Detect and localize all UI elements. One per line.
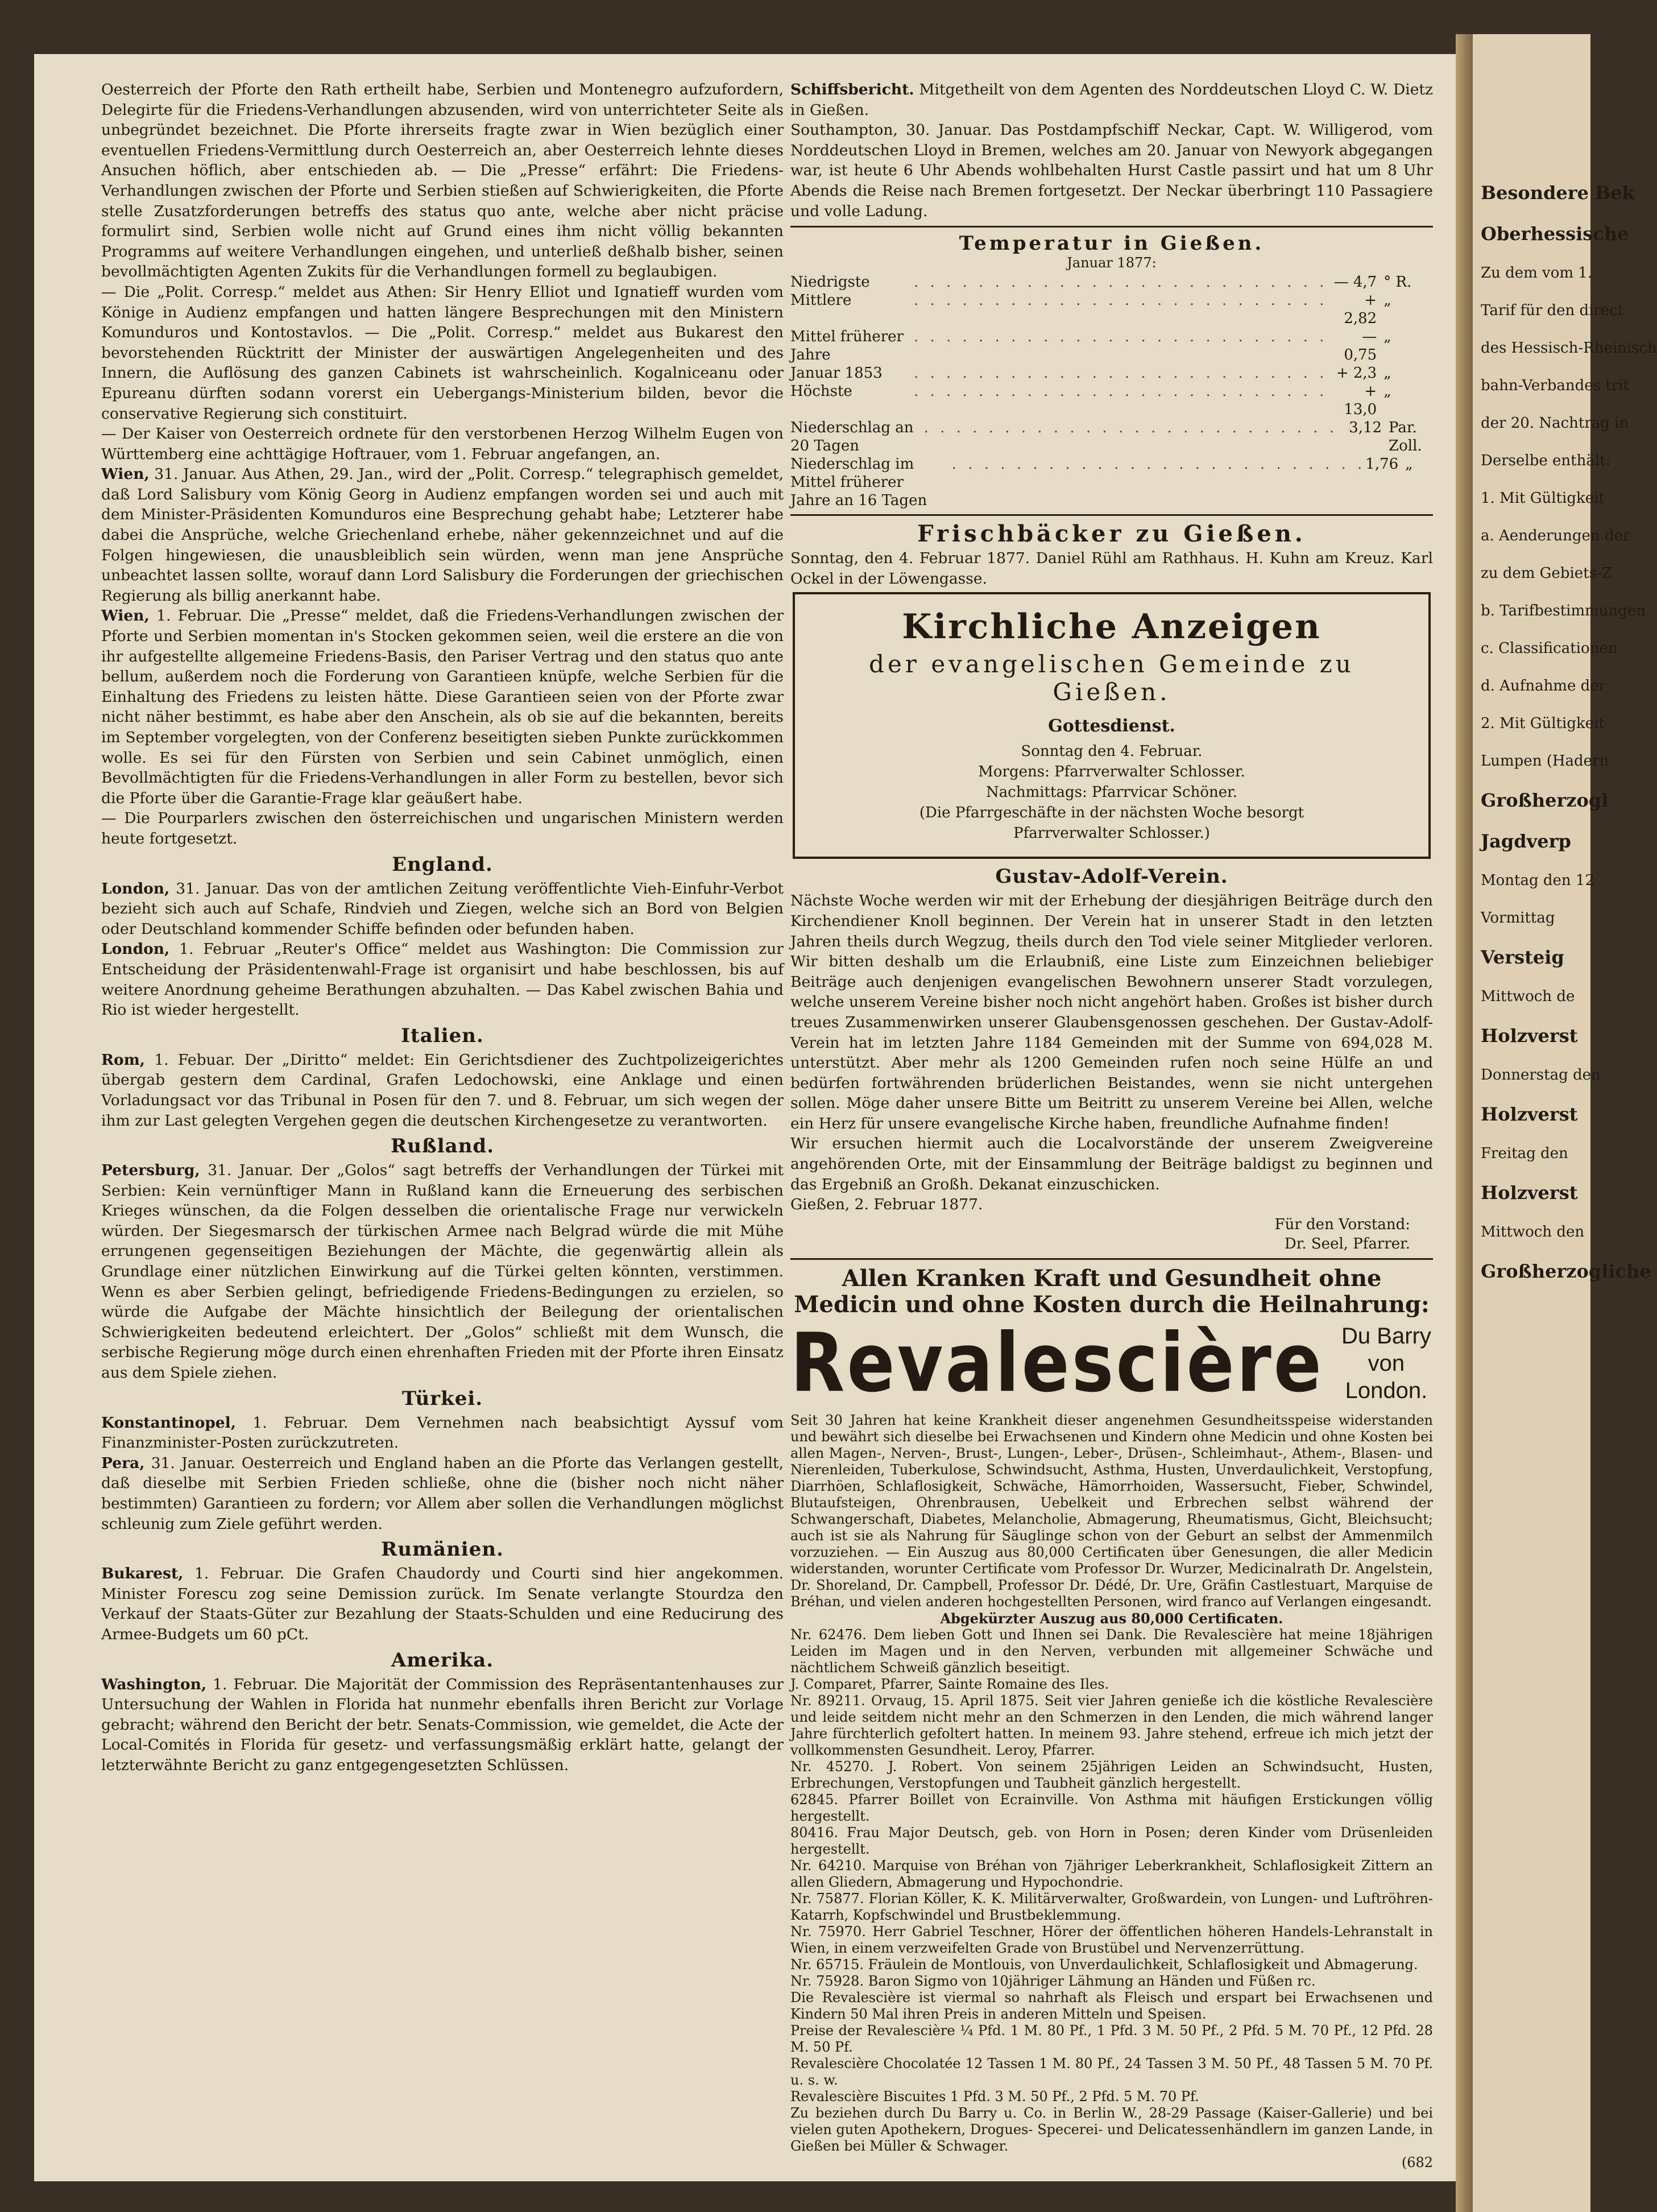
next-page-fragment: bahn-Verbandes trit <box>1481 377 1629 394</box>
revalesciere-number: (682 <box>1401 2154 1433 2170</box>
next-page-fragment: Freitag den <box>1481 1145 1568 1162</box>
next-page-fragment: Derselbe enthält: <box>1481 452 1611 469</box>
next-page-fragment: Mittwoch de <box>1481 988 1575 1005</box>
kirch-title: Kirchliche Anzeigen <box>902 607 1322 647</box>
next-page-fragment: c. Classificationen <box>1481 640 1618 657</box>
next-page-fragment: Zu dem vom 1. <box>1481 264 1593 282</box>
certificate-entry: Nr. 64210. Marquise von Bréhan von 7jähriger Leberkrankheit, Schlaflosigkeit Zittern an allen Gliedern, Abmagerung und Hypochondrie. <box>790 1857 1433 1890</box>
temperature-value: + 13,0 <box>1344 383 1377 419</box>
next-page-fragment: Großherzogl <box>1481 789 1609 811</box>
gustav-adolf-verein-title: Gustav-Adolf-Verein. <box>995 865 1228 888</box>
news-item-london-2: London, 1. Februar „Reuter's Office“ meldet aus Washington: Die Commission zur Entscheidung der Präsidentenwahl-Frage ist organisirt und habe beschlossen, bis auf weitere Anordnung geheime Berathungen abzuhalten. — Das Kabel zwischen Bahia und Rio ist wieder hergestellt. <box>101 940 784 1019</box>
divider <box>790 514 1433 516</box>
gustav-adolf-signature-1: Für den Vorstand: <box>1274 1215 1410 1233</box>
dot-leader: . . . . . . . . . . . . . . . . . . . . . . . . . . <box>913 383 1328 400</box>
section-heading-tuerkei: Türkei. <box>401 1387 483 1410</box>
kirch-note-2: Pfarrverwalter Schlosser.) <box>1013 825 1210 842</box>
temperature-unit: Par. Zoll. <box>1389 419 1422 455</box>
dot-leader: . . . . . . . . . . . . . . . . . . . . . . . . . . <box>913 365 1328 382</box>
section-heading-rumaenien: Rumänien. <box>381 1538 504 1561</box>
temperature-row <box>790 273 1433 291</box>
certificate-entry: Nr. 89211. Orvaug, 15. April 1875. Seit vier Jahren genieße ich die köstliche Revalescière und leide seitdem nicht mehr an den Schmerzen in den Lenden, die mich während langer Jahre fürchterlich gefoltert hatten. In meinem 93. Jahre stehend, erfreue ich mich jetzt der vollkommensten Gesundheit. Leroy, Pfarrer. <box>790 1692 1433 1758</box>
certificate-entry: Nr. 65715. Fräulein de Montlouis, von Unverdaulichkeit, Schlaflosigkeit und Abmagerung. <box>790 1956 1418 1973</box>
revalesciere-text: Seit 30 Jahren hat keine Krankheit dieser angenehmen Gesundheitsspeise widerstanden und bewährt sich dieselbe bei Erwachsenen und Kindern ohne Medicin und ohne Kosten bei allen Magen-, Nerven-, Brust-, Lungen-, Leber-, Drüsen-, Schleimhaut-, Athem-, Blasen- und Nierenleiden, Tuberkulose, Schwindsucht, Asthma, Husten, Unverdaulichkeit, Verstopfung, Diarrhöen, Schlaflosigkeit, Schwäche, Hämorrhoiden, Wassersucht, Fieber, Schwindel, Blutaufsteigen, Ohrenbrausen, Uebelkeit und Erbrechen selbst während der Schwangerschaft, Diabetes, Melancholie, Abmagerung, Rheumatismus, Gicht, Bleichsucht; auch ist sie als Nahrung für Säuglinge schon von der Geburt an selbst der Ammenmilch vorzuziehen. — Ein Auszug aus 80,000 Certificaten über Genesungen, die aller Medicin widerstanden, worunter Certificate vom Professor Dr. Wurzer, Medicinalrath Dr. Angelstein, Dr. Shoreland, Dr. Campbell, Professor Dr. Dédé, Dr. Ure, Gräfin Castlestuart, Marquise de Bréhan, und vielen anderen hochgestellten Personen, wird franco auf Verlangen eingesandt. <box>790 1412 1433 1610</box>
temperature-label: Niedrigste <box>790 274 870 291</box>
frischbaecker-title: Frischbäcker zu Gießen. <box>917 520 1306 548</box>
news-item-petersburg: Petersburg, 31. Januar. Der „Golos“ sagt betreffs der Verhandlungen der Türkei mit Serbien: Kein vernünftiger Mann in Rußland kann die Erneuerung des serbischen Krieges wünschen, da die Folgen desselben die orientalische Frage nur verwickeln würden. Der Siegesmarsch der türkischen Armee nach Belgrad würde die mit Mühe errungenen gegenseitigen Beziehungen der Mächte, die gegenwärtig allein als Grundlage einer nützlichen Einwirkung auf die Türkei gelten könnten, verstimmen. Wenn es aber Serbien gelingt, befriedigende Friedens-Bedingungen zu erzielen, so würde die Aufgabe der Mächte hinsichtlich der Beilegung der orientalischen Schwierigkeiten bedeutend erleichtert. Der „Golos“ schließt mit dem Wunsch, die serbische Regierung möge durch einen ehrenhaften Frieden mit der Pforte ihren Einsatz aus dem Spiele ziehen. <box>101 1161 784 1382</box>
temperature-value: + 2,3 <box>1336 365 1377 382</box>
temperature-row <box>790 364 1433 382</box>
kirch-subtitle: der evangelischen Gemeinde zu Gießen. <box>869 650 1354 706</box>
gustav-adolf-date: Gießen, 2. Februar 1877. <box>790 1196 983 1214</box>
temperature-unit: „ <box>1383 383 1391 400</box>
news-paragraph: — Der Kaiser von Oesterreich ordnete für den verstorbenen Herzog Wilhelm Eugen von Württemberg eine achttägige Hoftrauer, vom 1. Februar angefangen, an. <box>101 425 784 463</box>
dot-leader: . . . . . . . . . . . . . . . . . . . . . . . . . . <box>923 419 1338 437</box>
section-heading-russland: Rußland. <box>390 1135 495 1158</box>
next-page-fragment: d. Aufnahme der <box>1481 677 1606 694</box>
news-item-konstantinopel: Konstantinopel, 1. Februar. Dem Vernehmen nach beabsichtigt Ayssuf vom Finanzminister-Posten zurückzutreten. <box>101 1413 784 1452</box>
next-page-fragment: Vormittag <box>1481 909 1555 927</box>
next-page-fragment: Großherzogliche <box>1481 1260 1651 1282</box>
temperature-label: Mittel früherer Jahre <box>790 328 904 364</box>
next-page-fragment: Oberhessische <box>1481 223 1629 245</box>
temperature-unit: „ <box>1383 292 1391 309</box>
temperature-row <box>790 382 1433 419</box>
frischbaecker-text: Sonntag, den 4. Februar 1877. Daniel Rühl am Rathhaus. H. Kuhn am Kreuz. Karl Ockel in der Löwengasse. <box>790 549 1433 588</box>
news-paragraph: Oesterreich der Pforte den Rath ertheilt habe, Serbien und Montenegro aufzufordern, Delegirte für die Friedens-Verhandlungen abzusenden, wird von unterrichteter Seite als unbegründet bezeichnet. Die Pforte ihrerseits fragte zwar in Wien bezüglich einer eventuellen Friedens-Vermittlung durch Oesterreich an, aber Oesterreich lehnte dieses Ansuchen höflich, aber entschieden ab. — Die „Presse“ erfährt: Die Friedens-Verhandlungen zwischen der Pforte und Serbien stießen auf Schwierigkeiten, die Pforte stelle Zusatzforderungen betreffs des status quo ante, welche aber nicht präcise formulirt sind, Serbien wolle nicht auf Grund eines ihm nicht völlig bekannten Programms auf weitere Verhandlungen eingehen, und unterließ deßhalb bisher, seinen bevollmächtigten Agenten Zukits für die Verhandlungen formell zu beglaubigen. <box>101 81 784 281</box>
next-page-fragment: Besondere Bek <box>1481 182 1635 204</box>
left-column <box>101 80 784 2150</box>
temperature-row <box>790 455 1433 510</box>
right-column <box>790 80 1433 2170</box>
dot-leader: . . . . . . . . . . . . . . . . . . . . . . . . . . <box>951 456 1366 473</box>
schiffsbericht: Schiffsbericht. Mitgetheilt von dem Agenten des Norddeutschen Lloyd C. W. Dietz in Gießen. <box>790 81 1433 119</box>
temperature-row <box>790 419 1433 455</box>
revalesciere-price-1: Preise der Revalescière ¼ Pfd. 1 M. 80 Pf., 1 Pfd. 3 M. 50 Pf., 2 Pfd. 5 M. 70 Pf., 12 Pfd. 28 M. 50 Pf. <box>790 2022 1433 2055</box>
temperature-unit: ° R. <box>1383 274 1412 291</box>
temperature-label: Niederschlag im Mittel früherer Jahre an 16 Tagen <box>790 456 927 510</box>
next-page-fragment: Lumpen (Hadern <box>1481 753 1609 770</box>
revalesciere-wordmark: Revalescière <box>790 1316 1324 1411</box>
next-page-fragment: des Hessisch-Rheinisch <box>1481 340 1657 357</box>
temperature-label: Niederschlag an 20 Tagen <box>790 419 914 455</box>
next-page-fragment: Holzverst <box>1481 1103 1578 1125</box>
section-heading-amerika: Amerika. <box>391 1648 494 1672</box>
revalesciere-headline: Allen Kranken Kraft und Gesundheit ohne Medicin und ohne Kosten durch die Heilnahrung: <box>794 1264 1430 1318</box>
next-page-fragment: Holzverst <box>1481 1182 1578 1204</box>
news-item-washington: Washington, 1. Februar. Die Majorität der Commission des Repräsentantenhauses zur Untersuchung der Wahlen in Florida hat nunmehr ebenfalls ihren Bericht zur Vorlage gebracht; während den Bericht der betr. Senats-Commission, wie gemeldet, die Acte der Local-Comités in Florida für gesetz- und verfassungsmäßig erklärt hatte, gelangt der letzterwähnte Bericht zu ganz entgegengesetzten Schlüssen. <box>101 1675 784 1774</box>
news-item-wien-1: Wien, 31. Januar. Aus Athen, 29. Jan., wird der „Polit. Corresp.“ telegraphisch gemeldet, daß Lord Salisbury vom König Georg in Audienz empfangen worden sei und auch mit dem Minister-Präsidenten Komunduros eine Besprechung gehabt habe; Letzterer habe dabei die Ansprüche, welche Griechenland erhebe, näher gekennzeichnet und auf die Folgen hingewiesen, die unausbleiblich sein würden, wenn man jene Ansprüche unbeachtet lassen sollte, worauf dann Lord Salisbury die Forderungen der griechischen Regierung als billig anerkannt habe. <box>101 465 784 605</box>
dot-leader: . . . . . . . . . . . . . . . . . . . . . . . . . . <box>913 292 1328 309</box>
next-page-fragment: Holzverst <box>1481 1025 1578 1047</box>
kirch-note: (Die Pfarrgeschäfte in der nächsten Woche besorgt <box>919 804 1304 822</box>
temperature-label: Januar 1853 <box>790 365 883 382</box>
news-item-wien-2: Wien, 1. Februar. Die „Presse“ meldet, daß die Friedens-Verhandlungen zwischen der Pforte und Serbien momentan in's Stocken gekommen seien, weil die erstere an die von ihr aufgestellte allgemeine Friedens-Basis, den Pariser Vertrag und den status quo ante bellum, außerdem noch die Forderung von Garantieen knüpfe, welche Serbien für die Einhaltung des Friedens zu leisten hätte. Diese Garantieen seien von der Pforte zwar nicht näher bestimmt, es habe aber den Anschein, als ob sie auf die bekannten, bereits im September vorgelegten, von der Conferenz beseitigten sieben Punkte zurückkommen wolle. Es sei für den Fürsten von Serbien und sein Cabinet unmöglich, einen Bevollmächtigten für die Friedens-Verhandlungen in aller Form zu bestellen, bevor sich die Pforte über die Garantie-Frage klar geäußert habe. <box>101 607 784 807</box>
news-item-pera: Pera, 31. Januar. Oesterreich und England haben an die Pforte das Verlangen gestellt, daß dieselbe mit Serbien Frieden schließe, ohne die (bisher noch nicht näher bestimmten) Garantieen zu fordern; vor Allem aber sollen die Verhandlungen möglichst schleunig zum Ziele geführt werden. <box>101 1454 784 1533</box>
gustav-adolf-text-2: Wir ersuchen hiermit auch die Localvorstände der unserem Zweigvereine angehörenden Orte, mit der Einsammlung der Beiträge baldigst zu beginnen und das Ergebniß an Großh. Dekanat einzuschicken. <box>790 1135 1433 1193</box>
kirchliche-anzeigen-box <box>793 592 1431 859</box>
temperature-value: 3,12 <box>1349 419 1382 437</box>
temperature-row <box>790 291 1433 328</box>
temperature-value: — 4,7 <box>1333 274 1377 291</box>
temperature-table <box>790 273 1433 510</box>
kirch-morgens: Morgens: Pfarrverwalter Schlosser. <box>978 763 1245 781</box>
next-page-fragment: 2. Mit Gültigkeit <box>1481 715 1605 732</box>
certificate-entry: J. Comparet, Pfarrer, Sainte Romaine des Iles. <box>790 1676 1109 1692</box>
kirch-sonntag: Sonntag den 4. Februar. <box>1021 743 1203 760</box>
next-page-fragment: der 20. Nachtrag in <box>1481 415 1629 432</box>
temperature-value: — 0,75 <box>1344 328 1377 364</box>
temperature-unit: „ <box>1405 456 1413 473</box>
certificate-entry: Nr. 75877. Florian Köller, K. K. Militärverwalter, Großwardein, von Lungen- und Luftröhren-Katarrh, Kopfschwindel und Brustbeklemmung. <box>790 1890 1433 1923</box>
du-barry-label: Du Barry von London. <box>1341 1323 1431 1403</box>
certificate-entry: 80416. Frau Major Deutsch, geb. von Horn in Posen; deren Kinder vom Drüsenleiden hergestellt. <box>790 1824 1433 1857</box>
book-gutter <box>1456 34 1473 2212</box>
certificate-entry: Die Revalescière ist viermal so nahrhaft als Fleisch und erspart bei Erwachsenen und Kindern 50 Mal ihren Preis in anderen Mitteln und Speisen. <box>790 1989 1433 2022</box>
kirch-gottesdienst: Gottesdienst. <box>1048 716 1175 737</box>
temperature-title: Temperatur in Gießen. <box>959 232 1265 255</box>
next-page-fragment: b. Tarifbestimmungen <box>1481 602 1646 619</box>
temperature-subtitle: Januar 1877: <box>1067 255 1157 271</box>
section-heading-england: England. <box>392 853 493 876</box>
revalesciere-price-3: Revalescière Biscuites 1 Pfd. 3 M. 50 Pf., 2 Pfd. 5 M. 70 Pf. <box>790 2088 1199 2104</box>
certificate-entry: Nr. 45270. J. Robert. Von seinem 25jährigen Leiden an Schwindsucht, Husten, Erbrechungen, Verstopfungen und Taubheit gänzlich hergestellt. <box>790 1758 1433 1791</box>
news-item-rom: Rom, 1. Febuar. Der „Diritto“ meldet: Ein Gerichtsdiener des Zuchtpolizeigerichtes übergab gestern dem Cardinal, Grafen Ledochowski, eine Anklage und einen Vorladungsact vor das Tribunal in Posen für den 7. und 8. Februar, um sich wegen der ihm zur Last gelegten Vergehen gegen die deutschen Kirchengesetze zu verantworten. <box>101 1051 784 1130</box>
next-page-fragment: Versteig <box>1481 946 1564 968</box>
next-page-fragment: Mittwoch den <box>1481 1223 1585 1241</box>
temperature-label: Mittlere <box>790 292 852 309</box>
temperature-unit: „ <box>1383 365 1391 382</box>
certificate-entry: Nr. 62476. Dem lieben Gott und Ihnen sei Dank. Die Revalescière hat meine 18jährigen Leiden im Magen und in den Nerven, verbunden mit allgemeiner Schwäche und nächtlichem Schweiß gänzlich beseitigt. <box>790 1626 1433 1676</box>
gustav-adolf-signature-2: Dr. Seel, Pfarrer. <box>1284 1235 1410 1252</box>
news-item-london-1: London, 31. Januar. Das von der amtlichen Zeitung veröffentlichte Vieh-Einfuhr-Verbot bezieht sich auch auf Schafe, Rindvieh und Ziegen, welche sich an Bord von Belgien oder Deutschland kommender Schiffe befinden oder befunden haben. <box>101 879 784 938</box>
temperature-label: Höchste <box>790 383 852 400</box>
revalesciere-brand <box>790 1316 1433 1411</box>
next-page-fragment: Donnerstag den <box>1481 1066 1601 1084</box>
next-page-fragment: Tarif für den direct <box>1481 302 1624 319</box>
temperature-value: 1,76 <box>1365 456 1399 473</box>
revalesciere-price-2: Revalescière Chocolatée 12 Tassen 1 M. 80 Pf., 24 Tassen 3 M. 50 Pf., 48 Tassen 5 M. 70 Pf. u. s. w. <box>790 2055 1433 2088</box>
revalesciere-certificates <box>790 1627 1433 2023</box>
next-page-fragment: Jagdverp <box>1481 830 1571 852</box>
certificate-entry: 62845. Pfarrer Boillet von Ecrainville. Von Asthma mit häufigen Erstickungen völlig hergestellt. <box>790 1791 1433 1824</box>
temperature-value: + 2,82 <box>1344 292 1377 328</box>
news-paragraph: — Die „Polit. Corresp.“ meldet aus Athen: Sir Henry Elliot und Ignatieff wurden vom Könige in Audienz empfangen und hatten längere Besprechungen mit den Ministern Komunduros und Kontostavlos. — Die „Polit. Corresp.“ meldet aus Bukarest den bevorstehenden Rücktritt der Minister der auswärtigen Angelegenheiten und des Innern, die Auflösung des ganzen Cabinets ist wahrscheinlich. Kogalniceanu oder Epureanu dürften sodann vorerst ein Uebergangs-Ministerium bilden, bevor die conservative Regierung sich constituirt. <box>101 283 784 423</box>
kirch-nachmittags: Nachmittags: Pfarrvicar Schöner. <box>986 784 1237 801</box>
schiffsbericht-text: Southampton, 30. Januar. Das Postdampfschiff Neckar, Capt. W. Willigerod, vom Norddeutschen Lloyd in Bremen, welches am 20. Januar von Newyork abgegangen war, ist heute 6 Uhr Abends wohlbehalten Hurst Castle passirt und hat um 8 Uhr Abends die Reise nach Bremen fortgesetzt. Der Neckar überbringt 110 Passagiere und volle Ladung. <box>790 121 1433 220</box>
revalesciere-auszug: Abgekürzter Auszug aus 80,000 Certificaten. <box>940 1610 1283 1627</box>
gustav-adolf-text: Nächste Woche werden wir mit der Erhebung der diesjährigen Beiträge durch den Kirchendiener Knoll beginnen. Der Verein hat in unserer Stadt in den letzten Jahren theils durch Wegzug, theils durch den Tod viele seiner Mitglieder verloren. Wir bitten deshalb um die Erlaubniß, eine Liste zum Einzeichnen beliebiger Beiträge auch denjenigen evangelischen Bewohnern unserer Stadt vorzulegen, welche unserem Vereine bisher noch nicht angehört haben. Großes ist bisher durch treues Zusammenwirken unserer Glaubensgenossen geschehen. Der Gustav-Adolf-Verein hat im letzten Jahre 1184 Gemeinden mit der Summe von 694,028 M. unterstützt. Aber mehr als 1200 Gemeinden rufen noch seine Hülfe an und bedürfen fortwährenden brüderlichen Beistandes, wenn sie nicht untergehen sollen. Möge daher unsere Bitte um Beitritt zu unserem Vereine bei Allen, welche ein Herz für unsere evangelische Kirche haben, freundliche Aufnahme finden! <box>790 892 1433 1132</box>
next-page-strip <box>1473 34 1657 2212</box>
section-heading-italien: Italien. <box>401 1024 484 1047</box>
news-item-bukarest: Bukarest, 1. Februar. Die Grafen Chaudordy und Courti sind hier angekommen. Minister Forescu zog seine Demission zurück. Im Senate verlangte Stourdza den Verkauf der Staats-Güter zur Bezahlung der Staats-Schulden und eine Reducirung des Armee-Budgets um 60 pCt. <box>101 1565 784 1643</box>
next-page-fragment: Montag den 12 <box>1481 872 1595 889</box>
revalesciere-bezug: Zu beziehen durch Du Barry u. Co. in Berlin W., 28-29 Passage (Kaiser-Gallerie) und bei vielen guten Apothekern, Drogues- Specerei- und Delicatessenhändlern im ganzen Lande, in Gießen bei Müller & Schwager. <box>790 2104 1433 2154</box>
news-paragraph: — Die Pourparlers zwischen den österreichischen und ungarischen Ministern werden heute fortgesetzt. <box>101 809 784 847</box>
next-page-fragment: 1. Mit Gültigkeit <box>1481 490 1605 507</box>
certificate-entry: Nr. 75970. Herr Gabriel Teschner, Hörer der öffentlichen höheren Handels-Lehranstalt in Wien, in einem verzweifelten Grade von Brustübel und Nervenzerrüttung. <box>790 1923 1433 1956</box>
temperature-unit: „ <box>1383 328 1391 346</box>
temperature-row <box>790 328 1433 364</box>
dot-leader: . . . . . . . . . . . . . . . . . . . . . . . . . . <box>913 274 1328 291</box>
dot-leader: . . . . . . . . . . . . . . . . . . . . . . . . . . <box>913 328 1328 346</box>
divider <box>790 226 1433 228</box>
next-page-fragment: zu dem Gebiets-Z <box>1481 565 1612 582</box>
divider <box>790 1258 1433 1260</box>
next-page-fragment: a. Aenderungen der <box>1481 527 1630 544</box>
certificate-entry: Nr. 75928. Baron Sigmo von 10jähriger Lähmung an Händen und Füßen rc. <box>790 1973 1316 1989</box>
